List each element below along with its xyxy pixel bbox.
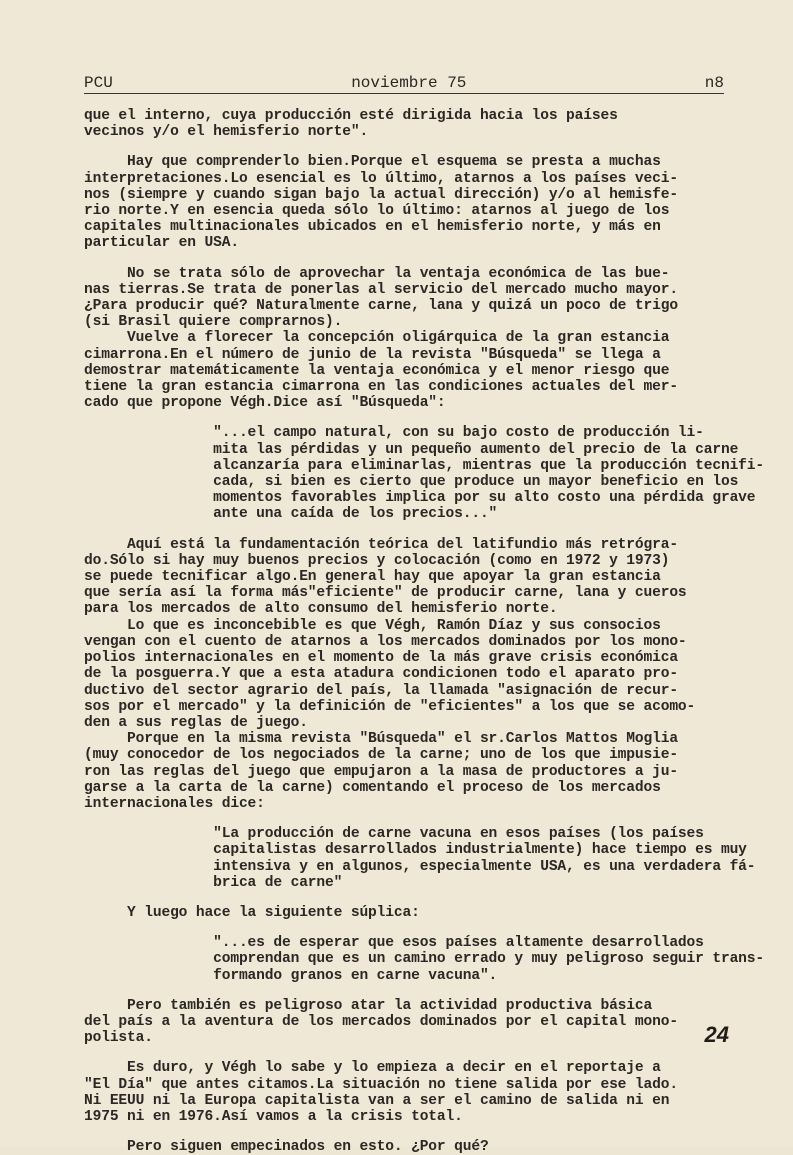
paragraph-1 <box>84 108 724 140</box>
text-line: capitalistas desarrollados industrialmente) hace tiempo es muy <box>84 842 747 859</box>
paragraph-8 <box>84 1139 724 1155</box>
text-line: polista. <box>84 1030 153 1047</box>
text-line: (si Brasil quiere comprarnos). <box>84 314 343 331</box>
paragraph-3 <box>84 266 724 412</box>
page-header <box>84 75 724 94</box>
text-line: ductivo del sector agrario del país, la llamada "asignación de recur- <box>84 682 678 699</box>
text-line: internacionales dice: <box>84 795 265 812</box>
text-line: Vuelve a florecer la concepción oligárquica de la gran estancia <box>84 330 670 347</box>
text-line: mita las pérdidas y un pequeño aumento del precio de la carne <box>84 441 739 458</box>
text-line: para los mercados de alto consumo del hemisferio norte. <box>84 601 558 618</box>
text-line: que el interno, cuya producción esté dirigida hacia los países <box>84 108 618 124</box>
paragraph-6 <box>84 998 724 1047</box>
text-line: No se trata sólo de aprovechar la ventaja económica de las bue- <box>84 265 670 282</box>
text-line: Hay que comprenderlo bien.Porque el esquema se presta a muchas <box>84 154 661 171</box>
text-line: Porque en la misma revista "Búsqueda" el sr.Carlos Mattos Moglia <box>84 731 678 748</box>
text-line: de la posguerra.Y que a esta atadura condicionen todo el aparato pro- <box>84 666 678 683</box>
text-line: Pero siguen empecinados en esto. ¿Por qué? <box>84 1139 489 1155</box>
text-line: den a sus reglas de juego. <box>84 714 308 731</box>
text-line: sos por el mercado" y la definición de "eficientes" a los que se acomo- <box>84 698 696 715</box>
paragraph-5 <box>84 905 724 921</box>
text-line: interpretaciones.Lo esencial es lo último, atarnos a los países veci- <box>84 170 678 187</box>
text-line: "...el campo natural, con su bajo costo de producción li- <box>84 425 704 442</box>
block-quote-mattos-moglia <box>84 826 756 891</box>
text-line: demostrar matemáticamente la ventaja económica y el menor riesgo que <box>84 362 670 379</box>
text-line: ron las reglas del juego que empujaron a la masa de productores a ju- <box>84 763 678 780</box>
text-line: nas tierras.Se trata de ponerlas al servicio del mercado mucho mayor. <box>84 281 678 298</box>
text-line: que sería así la forma más"eficiente" de producir carne, lana y cueros <box>84 585 687 602</box>
text-line: Lo que es inconcebible es que Végh, Ramón Díaz y sus consocios <box>84 617 661 634</box>
text-line: 1975 ni en 1976.Así vamos a la crisis total. <box>84 1108 463 1125</box>
text-line: do.Sólo si hay muy buenos precios y colocación (como en 1972 y 1973) <box>84 552 670 569</box>
text-line: ¿Para producir qué? Naturalmente carne, lana y quizá un poco de trigo <box>84 298 678 315</box>
text-line: vengan con el cuento de atarnos a los mercados dominados por los mono- <box>84 633 687 650</box>
text-line: Es duro, y Végh lo sabe y lo empieza a decir en el reportaje a <box>84 1060 661 1077</box>
text-line: intensiva y en algunos, especialmente USA, es una verdadera fá- <box>84 858 756 875</box>
text-line: tiene la gran estancia cimarrona en las condiciones actuales del mer- <box>84 379 678 396</box>
text-line: "La producción de carne vacuna en esos países (los países <box>84 826 704 843</box>
text-line: cada, si bien es cierto que produce un mayor beneficio en los <box>84 474 739 491</box>
text-line: nos (siempre y cuando sigan bajo la actual dirección) y/o al hemisfe- <box>84 186 678 203</box>
text-line: se puede tecnificar algo.En general hay que apoyar la gran estancia <box>84 569 661 586</box>
text-line: rio norte.Y en esencia queda sólo lo último: atarnos al juego de los <box>84 203 670 220</box>
block-quote-suplica <box>84 935 765 984</box>
text-line: capitales multinacionales ubicados en el hemisferio norte, y más en <box>84 219 661 236</box>
text-line: polios internacionales en el momento de la más grave crisis económica <box>84 650 678 667</box>
text-line: Y luego hace la siguiente súplica: <box>84 904 420 921</box>
paragraph-2 <box>84 154 724 251</box>
page-number: 24 <box>704 1022 729 1047</box>
text-line: formando granos en carne vacuna". <box>84 967 498 984</box>
block-quote-busqueda-1 <box>84 425 765 523</box>
paragraph-7 <box>84 1060 724 1125</box>
header-date: noviembre 75 <box>351 74 467 92</box>
text-line: garse a la carta de la carne) comentando el proceso de los mercados <box>84 779 661 796</box>
header-issue: n8 <box>704 74 724 92</box>
text-line: brica de carne" <box>84 874 343 891</box>
text-line: cimarrona.En el número de junio de la revista "Búsqueda" se llega a <box>84 346 661 363</box>
text-line: Pero también es peligroso atar la actividad productiva básica <box>84 997 653 1014</box>
text-line: vecinos y/o el hemisferio norte". <box>84 124 369 141</box>
text-line: cado que propone Végh.Dice así "Búsqueda": <box>84 395 446 412</box>
header-publication: PCU <box>84 74 113 92</box>
page-content <box>84 74 765 1155</box>
text-line: alcanzaría para eliminarlas, mientras que la producción tecnifi- <box>84 457 765 474</box>
text-line: momentos favorables implica por su alto costo una pérdida grave <box>84 490 756 507</box>
paragraph-4 <box>84 537 724 812</box>
text-line: del país a la aventura de los mercados dominados por el capital mono- <box>84 1013 678 1030</box>
text-line: Ni EEUU ni la Europa capitalista van a ser el camino de salida ni en <box>84 1092 670 1109</box>
text-line: ante una caída de los precios..." <box>84 506 498 523</box>
text-line: Aquí está la fundamentación teórica del latifundio más retrógra- <box>84 536 678 553</box>
text-line: "El Día" que antes citamos.La situación no tiene salida por ese lado. <box>84 1076 678 1093</box>
text-line: (muy conocedor de los negociados de la carne; uno de los que impusie- <box>84 747 678 764</box>
text-line: particular en USA. <box>84 235 239 252</box>
text-line: comprendan que es un camino errado y muy peligroso seguir trans- <box>84 951 765 968</box>
text-line: "...es de esperar que esos países altamente desarrollados <box>84 935 704 952</box>
